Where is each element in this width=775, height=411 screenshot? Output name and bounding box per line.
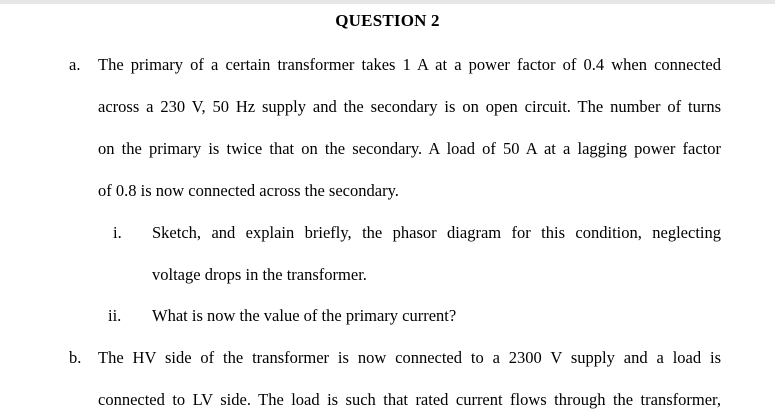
part-a-line-3: on the primary is twice that on the secondary. A load of 50 A at a lagging power factor	[98, 139, 721, 158]
sub-i-marker: i.	[113, 223, 122, 242]
sub-i-line-2: voltage drops in the transformer.	[152, 265, 367, 284]
question-title: QUESTION 2	[335, 11, 440, 30]
part-b-marker: b.	[69, 348, 82, 367]
part-a-line-1: The primary of a certain transformer takes 1 A at a power factor of 0.4 when connected	[98, 55, 721, 74]
part-a-line-2: across a 230 V, 50 Hz supply and the secondary is on open circuit. The number of turns	[98, 97, 721, 116]
top-border	[0, 0, 775, 4]
sub-ii-line-1: What is now the value of the primary current?	[152, 306, 457, 325]
sub-i-line-1: Sketch, and explain briefly, the phasor diagram for this condition, neglecting	[152, 223, 721, 242]
part-a-marker: a.	[69, 55, 81, 74]
sub-ii-marker: ii.	[108, 306, 122, 325]
part-b-line-1: The HV side of the transformer is now connected to a 2300 V supply and a load is	[98, 348, 721, 367]
part-a-line-4: of 0.8 is now connected across the secondary.	[98, 181, 399, 200]
part-b-line-2: connected to LV side. The load is such that rated current flows through the transformer,	[98, 390, 721, 409]
